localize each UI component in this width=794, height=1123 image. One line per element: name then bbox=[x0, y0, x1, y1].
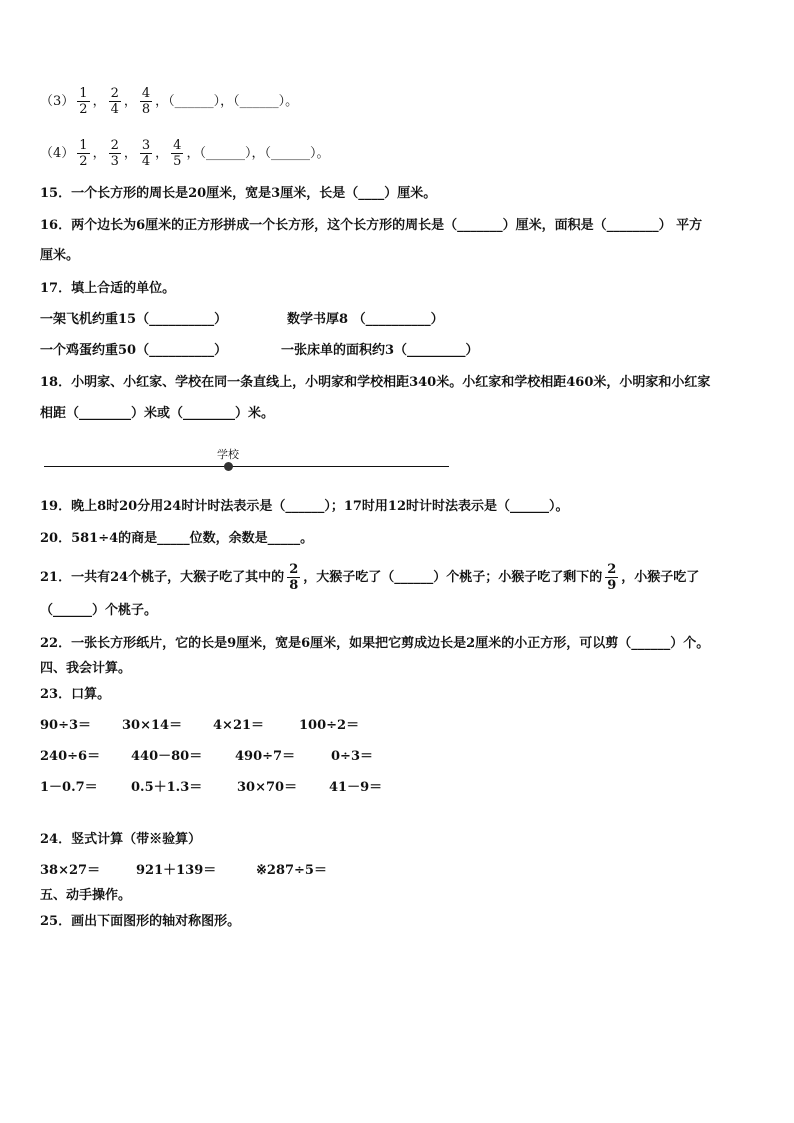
fraction: $\frac{4}{8}$ bbox=[141, 86, 151, 117]
question-20: 20．581÷4的商是_____位数，余数是_____。 bbox=[40, 531, 314, 546]
straight-line bbox=[44, 466, 449, 467]
question-25: 25．画出下面图形的轴对称图形。 bbox=[40, 914, 241, 929]
fraction: $\frac{2}{8}$ bbox=[289, 562, 299, 593]
fraction: $\frac{3}{4}$ bbox=[141, 138, 151, 169]
q17-item-c: 一个鸡蛋约重50（__________） bbox=[40, 343, 228, 358]
question-18-line2: 相距（________）米或（________）米。 bbox=[40, 406, 275, 421]
calc-item: 240÷6＝ bbox=[40, 749, 101, 764]
calc-item: 1－0.7＝ bbox=[40, 780, 98, 795]
vertical-calc-item: 921＋139＝ bbox=[136, 863, 217, 878]
calc-item: 490÷7＝ bbox=[235, 749, 296, 764]
vertical-calc-item: ※287÷5＝ bbox=[256, 863, 327, 878]
calc-item: 41－9＝ bbox=[329, 780, 383, 795]
question-24-title: 24．竖式计算（带※验算） bbox=[40, 832, 202, 847]
q14-sub3: （3） $\frac{1}{2}$ ， $\frac{2}{4}$ ， $\frac{4}{8}$ ，（______），（______）。 bbox=[40, 86, 299, 117]
question-21-line2: （______）个桃子。 bbox=[40, 603, 158, 618]
answer-blanks[interactable]: ，（______），（______）。 bbox=[155, 94, 299, 109]
fraction: $\frac{1}{2}$ bbox=[79, 138, 88, 169]
question-19: 19．晚上8时20分用24时计时法表示是（______）；17时用12时计时法表示是（______）。 bbox=[40, 499, 569, 514]
question-16-line1: 16．两个边长为6厘米的正方形拼成一个长方形，这个长方形的周长是（_______）厘米，面积是（________） 平方 bbox=[40, 218, 703, 233]
vertical-calc-item: 38×27＝ bbox=[40, 863, 101, 878]
fraction: $\frac{4}{5}$ bbox=[173, 138, 182, 169]
fraction: $\frac{1}{2}$ bbox=[79, 86, 88, 117]
question-23-title: 23．口算。 bbox=[40, 687, 111, 702]
calc-item: 440－80＝ bbox=[131, 749, 203, 764]
fraction: $\frac{2}{4}$ bbox=[110, 86, 119, 117]
section-4-heading: 四、我会计算。 bbox=[40, 661, 132, 676]
fraction: $\frac{2}{3}$ bbox=[110, 138, 119, 169]
q17-item-a: 一架飞机约重15（__________） bbox=[40, 312, 228, 327]
answer-blanks[interactable]: ，（______），（______）。 bbox=[186, 146, 330, 161]
school-label: 学校 bbox=[217, 448, 239, 461]
question-22: 22．一张长方形纸片，它的长是9厘米，宽是6厘米，如果把它剪成边长是2厘米的小正方形，可以剪（______）个。 bbox=[40, 636, 710, 651]
fraction: $\frac{2}{9}$ bbox=[607, 562, 617, 593]
section-5-heading: 五、动手操作。 bbox=[40, 888, 132, 903]
q17-item-b: 数学书厚8 （__________） bbox=[287, 312, 444, 327]
calc-item: 30×14＝ bbox=[122, 718, 183, 733]
question-15: 15．一个长方形的周长是20厘米，宽是3厘米，长是（____）厘米。 bbox=[40, 186, 437, 201]
calc-item: 30×70＝ bbox=[237, 780, 298, 795]
calc-item: 100÷2＝ bbox=[299, 718, 360, 733]
calc-item: 0÷3＝ bbox=[331, 749, 373, 764]
question-21-line1: 21．一共有24个桃子，大猴子吃了其中的 $\frac{2}{8}$ ，大猴子吃了（______）个桃子；小猴子吃了剩下的 $\frac{2}{9}$ ，小猴子吃了 bbox=[40, 562, 700, 593]
q17-item-d: 一张床单的面积约3（_________） bbox=[281, 343, 479, 358]
q14-sub4: （4） $\frac{1}{2}$ ， $\frac{2}{3}$ ， $\frac{3}{4}$ ， $\frac{4}{5}$ ，（______），（______）。 bbox=[40, 138, 330, 169]
school-point-icon bbox=[224, 462, 233, 471]
question-17-title: 17．填上合适的单位。 bbox=[40, 281, 176, 296]
calc-item: 4×21＝ bbox=[213, 718, 265, 733]
calc-item: 0.5＋1.3＝ bbox=[131, 780, 203, 795]
question-16-line2: 厘米。 bbox=[40, 248, 80, 263]
question-18-line1: 18．小明家、小红家、学校在同一条直线上，小明家和学校相距340米。小红家和学校相距460米，小明家和小红家 bbox=[40, 375, 711, 390]
calc-item: 90÷3＝ bbox=[40, 718, 92, 733]
